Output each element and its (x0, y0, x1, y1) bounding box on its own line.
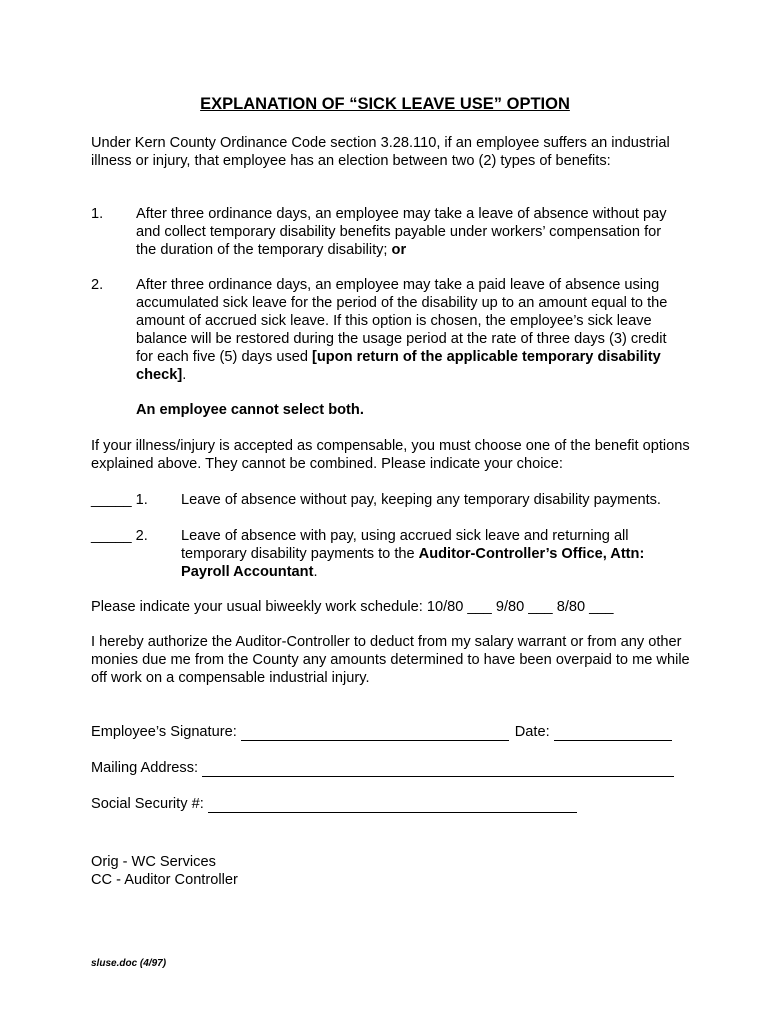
date-label: Date: (514, 724, 550, 740)
ssn-field[interactable] (208, 798, 577, 813)
choice-text: Leave of absence with pay, using accrued sick leave and returning all temporary disability payments to the Auditor-Controller’s Office, Attn: Payroll Accountant. (181, 528, 645, 580)
distribution-copy: CC - Auditor Controller (91, 872, 238, 888)
intro-paragraph: Under Kern County Ordinance Code section 3.28.110, if an employee suffers an industrial illness or injury, that employee has an election between two (2) types of benefits: (91, 135, 670, 169)
schedule-option-10-80[interactable]: 10/80 ___ (426, 599, 492, 615)
option-text: After three ordinance days, an employee may take a leave of absence without pay and collect temporary disability benefits payable under workers’ compensation for the duration of the temporary disability; or (136, 206, 667, 258)
schedule-option-8-80[interactable]: 8/80 ___ (556, 599, 614, 615)
ssn-label: Social Security #: (91, 796, 204, 812)
choice-blank[interactable]: _____ 1. (91, 492, 148, 508)
address-row (91, 759, 681, 777)
address-label: Mailing Address: (91, 760, 199, 776)
signature-row (91, 723, 681, 741)
option-text: After three ordinance days, an employee may take a paid leave of absence using accumulated sick leave for the period of the disability up to an amount equal to the amount of accrued sick leave. If this option is chosen, the employee’s sick leave balance will be restored during the usage period at the rate of three days (3) credit for each five (5) days used [upon return of the applicable temporary disability check]. (136, 277, 668, 383)
authorization-paragraph: I hereby authorize the Auditor-Controller to deduct from my salary warrant or from any other monies due me from the County any amounts determined to have been overpaid to me while off work on a compensable industrial injury. (91, 634, 690, 686)
option-number: 1. (91, 206, 104, 222)
cannot-select-note: An employee cannot select both. (136, 402, 364, 418)
signature-label: Employee’s Signature: (91, 724, 237, 740)
choice-text: Leave of absence without pay, keeping any temporary disability payments. (181, 492, 661, 508)
distribution-original: Orig - WC Services (91, 854, 216, 870)
distribution-list (91, 853, 691, 889)
date-field[interactable] (554, 726, 672, 741)
signature-field[interactable] (241, 726, 509, 741)
address-field[interactable] (202, 762, 674, 777)
document-footer: sluse.doc (4/97) (91, 958, 167, 969)
ssn-row (91, 795, 681, 813)
schedule-option-9-80[interactable]: 9/80 ___ (495, 599, 553, 615)
work-schedule-row (91, 598, 691, 616)
document-title: EXPLANATION OF “SICK LEAVE USE” OPTION (200, 95, 570, 113)
schedule-label: Please indicate your usual biweekly work schedule: (91, 599, 423, 615)
instruction-paragraph: If your illness/injury is accepted as compensable, you must choose one of the benefit options explained above. They cannot be combined. Please indicate your choice: (91, 438, 690, 472)
option-number: 2. (91, 277, 104, 293)
choice-blank[interactable]: _____ 2. (91, 528, 148, 544)
